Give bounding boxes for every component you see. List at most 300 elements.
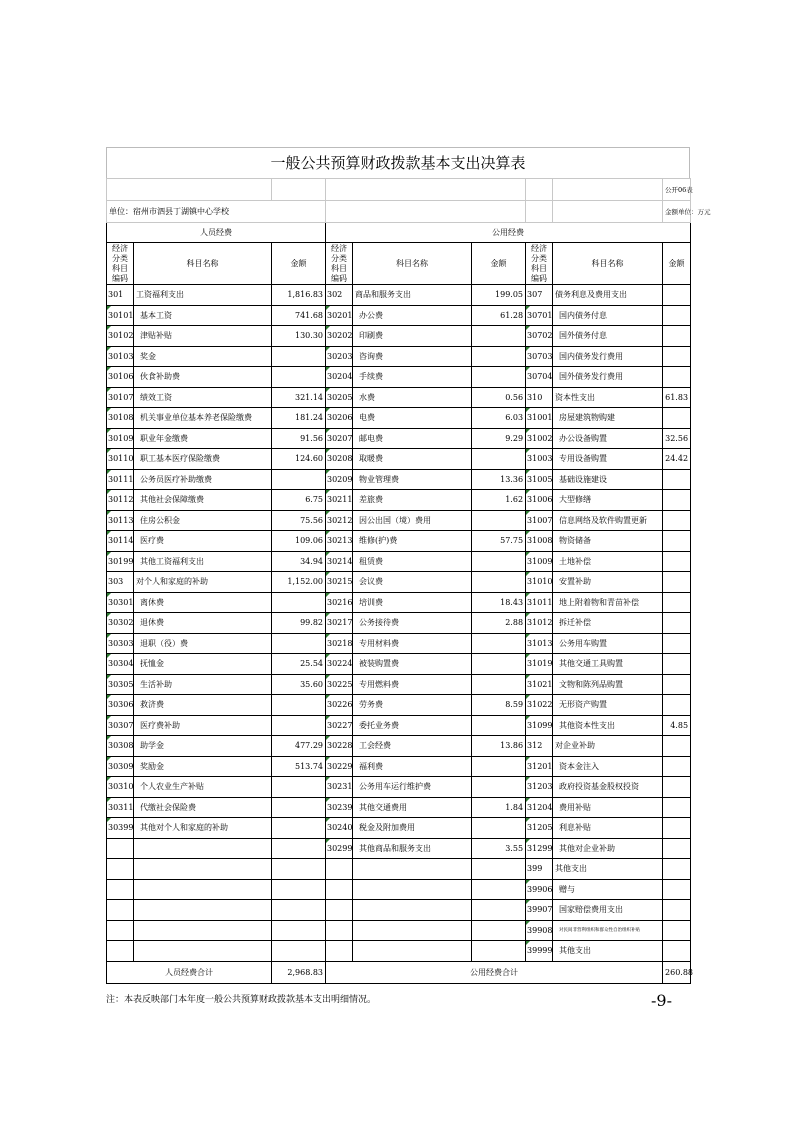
account-name: 文物和陈列品购置	[553, 674, 663, 695]
account-name: 公务用车购置	[553, 633, 663, 654]
amount	[272, 879, 326, 900]
account-code: 30307	[107, 715, 134, 736]
account-name: 其他工资福利支出	[134, 551, 272, 572]
amount	[663, 879, 691, 900]
amount	[663, 346, 691, 367]
total-public-label: 公用经费合计	[326, 961, 663, 983]
section-personnel: 人员经费	[107, 223, 326, 243]
expenditure-sheet	[106, 147, 711, 984]
amount: 61.28	[472, 305, 526, 326]
amount	[663, 920, 691, 941]
account-name: 医疗费补助	[134, 715, 272, 736]
amount: 741.68	[272, 305, 326, 326]
account-name: 委托业务费	[353, 715, 472, 736]
account-name: 专用材料费	[353, 633, 472, 654]
table-row	[107, 715, 691, 736]
account-name: 国内债务发行费用	[553, 346, 663, 367]
account-name	[134, 879, 272, 900]
table-row	[107, 449, 691, 470]
account-name: 绩效工资	[134, 387, 272, 408]
table-row	[107, 428, 691, 449]
account-name: 专用设备购置	[553, 449, 663, 470]
account-name: 费用补贴	[553, 797, 663, 818]
account-name: 代缴社会保险费	[134, 797, 272, 818]
account-name: 基础设施建设	[553, 469, 663, 490]
col-name-header: 科目名称	[353, 243, 472, 285]
account-code	[326, 920, 353, 941]
account-name: 取暖费	[353, 449, 472, 470]
amount	[472, 777, 526, 798]
account-name: 公务用车运行维护费	[353, 777, 472, 798]
account-name: 商品和服务支出	[353, 285, 472, 306]
col-amount-header: 金额	[663, 243, 691, 285]
account-code	[326, 859, 353, 880]
amount: 75.56	[272, 510, 326, 531]
account-code: 30308	[107, 736, 134, 757]
amount: 6.75	[272, 490, 326, 511]
amount	[663, 305, 691, 326]
amount: 6.03	[472, 408, 526, 429]
amount	[272, 797, 326, 818]
unit-label: 单位：宿州市泗县丁湖镇中心学校	[107, 201, 326, 223]
amount	[272, 818, 326, 839]
account-code: 301	[107, 285, 134, 306]
account-name: 助学金	[134, 736, 272, 757]
account-name: 国外债务付息	[553, 326, 663, 347]
account-code: 30217	[326, 613, 353, 634]
amount	[472, 367, 526, 388]
account-code: 30299	[326, 838, 353, 859]
account-name: 资本性支出	[553, 387, 663, 408]
amount	[472, 326, 526, 347]
account-name: 劳务费	[353, 695, 472, 716]
account-code: 30306	[107, 695, 134, 716]
amount	[472, 900, 526, 921]
account-name: 其他交通工具购置	[553, 654, 663, 675]
account-name: 抚恤金	[134, 654, 272, 675]
col-name-header: 科目名称	[134, 243, 272, 285]
account-name: 基本工资	[134, 305, 272, 326]
amount: 99.82	[272, 613, 326, 634]
account-code: 30215	[326, 572, 353, 593]
amount	[272, 633, 326, 654]
account-code: 30211	[326, 490, 353, 511]
amount	[272, 859, 326, 880]
account-name: 税金及附加费用	[353, 818, 472, 839]
total-public-value: 260.88	[663, 961, 691, 983]
account-name: 被装购置费	[353, 654, 472, 675]
account-name: 房屋建筑物购建	[553, 408, 663, 429]
amount	[663, 633, 691, 654]
account-name: 土地补偿	[553, 551, 663, 572]
account-code: 30310	[107, 777, 134, 798]
account-code: 30112	[107, 490, 134, 511]
account-name	[134, 941, 272, 962]
account-name: 因公出国（境）费用	[353, 510, 472, 531]
account-code: 30226	[326, 695, 353, 716]
account-name: 个人农业生产补贴	[134, 777, 272, 798]
amount: 1.84	[472, 797, 526, 818]
amount: 35.60	[272, 674, 326, 695]
amount	[472, 633, 526, 654]
amount: 25.54	[272, 654, 326, 675]
account-name: 邮电费	[353, 428, 472, 449]
account-code: 30704	[526, 367, 553, 388]
footnote: 注：本表反映部门本年度一般公共预算财政拨款基本支出明细情况。	[106, 995, 377, 1005]
amount: 91.56	[272, 428, 326, 449]
account-code: 31021	[526, 674, 553, 695]
table-row	[107, 510, 691, 531]
account-name: 工会经费	[353, 736, 472, 757]
account-code	[107, 859, 134, 880]
account-code: 30240	[326, 818, 353, 839]
account-name	[353, 900, 472, 921]
amount: 199.05	[472, 285, 526, 306]
amount	[472, 449, 526, 470]
amount	[472, 879, 526, 900]
account-code: 30114	[107, 531, 134, 552]
amount	[272, 367, 326, 388]
total-row	[107, 961, 691, 983]
account-name: 其他社会保障缴费	[134, 490, 272, 511]
account-code: 30204	[326, 367, 353, 388]
account-code: 30213	[326, 531, 353, 552]
amount: 477.29	[272, 736, 326, 757]
account-code: 310	[526, 387, 553, 408]
account-name: 维修(护)费	[353, 531, 472, 552]
table-row	[107, 408, 691, 429]
amount	[663, 859, 691, 880]
amount	[272, 777, 326, 798]
table-row	[107, 633, 691, 654]
account-name: 政府投资基金股权投资	[553, 777, 663, 798]
account-name: 救济费	[134, 695, 272, 716]
account-code	[107, 900, 134, 921]
account-name: 福利费	[353, 756, 472, 777]
doc-code: 公开06表	[663, 179, 691, 201]
account-code: 30305	[107, 674, 134, 695]
amount: 32.56	[663, 428, 691, 449]
account-code: 303	[107, 572, 134, 593]
doc-code-row	[107, 179, 691, 201]
account-code: 30399	[107, 818, 134, 839]
account-name: 拆迁补偿	[553, 613, 663, 634]
amount	[663, 777, 691, 798]
account-code: 312	[526, 736, 553, 757]
account-name: 离休费	[134, 592, 272, 613]
account-code: 30107	[107, 387, 134, 408]
account-code: 30231	[326, 777, 353, 798]
table-row	[107, 879, 691, 900]
account-code: 31005	[526, 469, 553, 490]
account-name: 债务利息及费用支出	[553, 285, 663, 306]
account-name: 安置补助	[553, 572, 663, 593]
account-name: 差旅费	[353, 490, 472, 511]
table-row	[107, 674, 691, 695]
amount	[272, 715, 326, 736]
table-row	[107, 490, 691, 511]
account-code: 30303	[107, 633, 134, 654]
account-name: 赠与	[553, 879, 663, 900]
total-personnel-label: 人员经费合计	[107, 961, 272, 983]
amount	[663, 551, 691, 572]
account-code: 31203	[526, 777, 553, 798]
amount	[472, 941, 526, 962]
table-row	[107, 531, 691, 552]
table-row	[107, 838, 691, 859]
amount	[472, 674, 526, 695]
account-code: 302	[326, 285, 353, 306]
section-header-row	[107, 223, 691, 243]
col-code-header: 经济分类科目编码	[326, 243, 353, 285]
account-name: 大型修缮	[553, 490, 663, 511]
col-name-header: 科目名称	[553, 243, 663, 285]
account-name: 其他对企业补助	[553, 838, 663, 859]
amount	[472, 510, 526, 531]
amount	[472, 715, 526, 736]
amount	[472, 756, 526, 777]
amount: 2.88	[472, 613, 526, 634]
account-name	[353, 920, 472, 941]
account-code: 31010	[526, 572, 553, 593]
col-amount-header: 金额	[472, 243, 526, 285]
amount: 13.86	[472, 736, 526, 757]
account-code: 30227	[326, 715, 353, 736]
amount: 34.94	[272, 551, 326, 572]
account-name: 培训费	[353, 592, 472, 613]
account-name: 会议费	[353, 572, 472, 593]
account-name: 国内债务付息	[553, 305, 663, 326]
account-code: 30111	[107, 469, 134, 490]
table-row	[107, 572, 691, 593]
account-code: 30301	[107, 592, 134, 613]
account-code: 31006	[526, 490, 553, 511]
account-name	[134, 859, 272, 880]
amount	[472, 859, 526, 880]
account-code: 30199	[107, 551, 134, 572]
amount	[663, 326, 691, 347]
table-row	[107, 305, 691, 326]
table-body	[107, 285, 691, 962]
account-code: 30208	[326, 449, 353, 470]
account-code	[326, 941, 353, 962]
table-row	[107, 613, 691, 634]
amount	[663, 797, 691, 818]
account-code: 31299	[526, 838, 553, 859]
account-name: 专用燃料费	[353, 674, 472, 695]
amount	[663, 592, 691, 613]
account-code: 307	[526, 285, 553, 306]
amount: 1.62	[472, 490, 526, 511]
col-code-header: 经济分类科目编码	[107, 243, 134, 285]
account-code: 31022	[526, 695, 553, 716]
amount	[663, 674, 691, 695]
amount: 0.56	[472, 387, 526, 408]
account-code: 30102	[107, 326, 134, 347]
account-code: 30201	[326, 305, 353, 326]
account-name	[134, 900, 272, 921]
account-code: 39907	[526, 900, 553, 921]
account-name: 医疗费	[134, 531, 272, 552]
table-row	[107, 797, 691, 818]
account-name: 信息网络及软件购置更新	[553, 510, 663, 531]
account-name: 伙食补助费	[134, 367, 272, 388]
account-name: 咨询费	[353, 346, 472, 367]
account-code	[326, 900, 353, 921]
amount	[272, 592, 326, 613]
unit-row	[107, 201, 691, 223]
account-code: 39999	[526, 941, 553, 962]
amount: 4.85	[663, 715, 691, 736]
account-code: 30304	[107, 654, 134, 675]
amount: 18.43	[472, 592, 526, 613]
account-name: 其他商品和服务支出	[353, 838, 472, 859]
table-row	[107, 777, 691, 798]
account-code: 30205	[326, 387, 353, 408]
account-code: 30109	[107, 428, 134, 449]
table-row	[107, 859, 691, 880]
amount	[663, 756, 691, 777]
amount	[663, 736, 691, 757]
account-name: 退休费	[134, 613, 272, 634]
table-row	[107, 736, 691, 757]
amount: 109.06	[272, 531, 326, 552]
account-name: 其他交通费用	[353, 797, 472, 818]
account-code: 30239	[326, 797, 353, 818]
account-code: 31007	[526, 510, 553, 531]
amount	[663, 654, 691, 675]
amount	[663, 900, 691, 921]
expenditure-table	[106, 178, 711, 984]
column-header-row	[107, 243, 691, 285]
amount	[663, 572, 691, 593]
amount	[663, 367, 691, 388]
account-code: 30207	[326, 428, 353, 449]
account-code: 31205	[526, 818, 553, 839]
account-code: 30214	[326, 551, 353, 572]
account-code: 399	[526, 859, 553, 880]
account-code	[107, 941, 134, 962]
account-code: 31008	[526, 531, 553, 552]
account-code: 31003	[526, 449, 553, 470]
amount	[663, 510, 691, 531]
account-name: 生活补助	[134, 674, 272, 695]
account-name: 办公费	[353, 305, 472, 326]
account-code: 30229	[326, 756, 353, 777]
amount	[472, 920, 526, 941]
amount: 9.29	[472, 428, 526, 449]
table-row	[107, 818, 691, 839]
account-code: 30108	[107, 408, 134, 429]
amount	[272, 941, 326, 962]
account-name: 工资福利支出	[134, 285, 272, 306]
account-name: 租赁费	[353, 551, 472, 572]
amount	[272, 920, 326, 941]
account-code: 30702	[526, 326, 553, 347]
amount	[663, 531, 691, 552]
amount	[663, 818, 691, 839]
account-code: 39908	[526, 920, 553, 941]
account-name: 无形资产购置	[553, 695, 663, 716]
amount: 1,152.00	[272, 572, 326, 593]
amount: 3.55	[472, 838, 526, 859]
amount: 57.75	[472, 531, 526, 552]
account-code: 30216	[326, 592, 353, 613]
account-code: 30311	[107, 797, 134, 818]
amount: 321.14	[272, 387, 326, 408]
account-name: 津贴补贴	[134, 326, 272, 347]
amount: 8.59	[472, 695, 526, 716]
amount	[472, 818, 526, 839]
account-name: 印刷费	[353, 326, 472, 347]
amount: 513.74	[272, 756, 326, 777]
account-code: 31012	[526, 613, 553, 634]
account-code: 30106	[107, 367, 134, 388]
account-name: 机关事业单位基本养老保险缴费	[134, 408, 272, 429]
total-personnel-value: 2,968.83	[272, 961, 326, 983]
account-name: 物资储备	[553, 531, 663, 552]
account-name: 其他支出	[553, 941, 663, 962]
account-code: 30103	[107, 346, 134, 367]
table-row	[107, 367, 691, 388]
account-code: 30203	[326, 346, 353, 367]
account-name: 地上附着物和青苗补偿	[553, 592, 663, 613]
table-row	[107, 551, 691, 572]
amount	[472, 654, 526, 675]
account-name	[134, 838, 272, 859]
account-code: 30701	[526, 305, 553, 326]
account-name: 利息补贴	[553, 818, 663, 839]
amount	[472, 572, 526, 593]
account-name: 手续费	[353, 367, 472, 388]
section-public: 公用经费	[326, 223, 691, 243]
table-row	[107, 920, 691, 941]
account-code: 31001	[526, 408, 553, 429]
account-name: 奖金	[134, 346, 272, 367]
account-code	[326, 879, 353, 900]
table-row	[107, 592, 691, 613]
account-code: 30228	[326, 736, 353, 757]
account-name: 电费	[353, 408, 472, 429]
account-name: 住房公积金	[134, 510, 272, 531]
account-code	[107, 879, 134, 900]
account-code: 30309	[107, 756, 134, 777]
account-code: 31019	[526, 654, 553, 675]
account-name: 公务员医疗补助缴费	[134, 469, 272, 490]
account-name: 公务接待费	[353, 613, 472, 634]
account-name: 奖励金	[134, 756, 272, 777]
account-name	[353, 941, 472, 962]
account-name: 物业管理费	[353, 469, 472, 490]
amount	[663, 285, 691, 306]
account-code: 30302	[107, 613, 134, 634]
account-code: 30212	[326, 510, 353, 531]
amount	[272, 900, 326, 921]
account-name: 退职（役）费	[134, 633, 272, 654]
account-code: 30224	[326, 654, 353, 675]
account-name: 国外债务发行费用	[553, 367, 663, 388]
table-row	[107, 469, 691, 490]
account-code: 31201	[526, 756, 553, 777]
amount	[663, 695, 691, 716]
account-code: 30101	[107, 305, 134, 326]
account-name: 对企业补助	[553, 736, 663, 757]
account-code: 30110	[107, 449, 134, 470]
account-code: 31099	[526, 715, 553, 736]
account-code: 31013	[526, 633, 553, 654]
amount: 13.36	[472, 469, 526, 490]
amount	[472, 346, 526, 367]
